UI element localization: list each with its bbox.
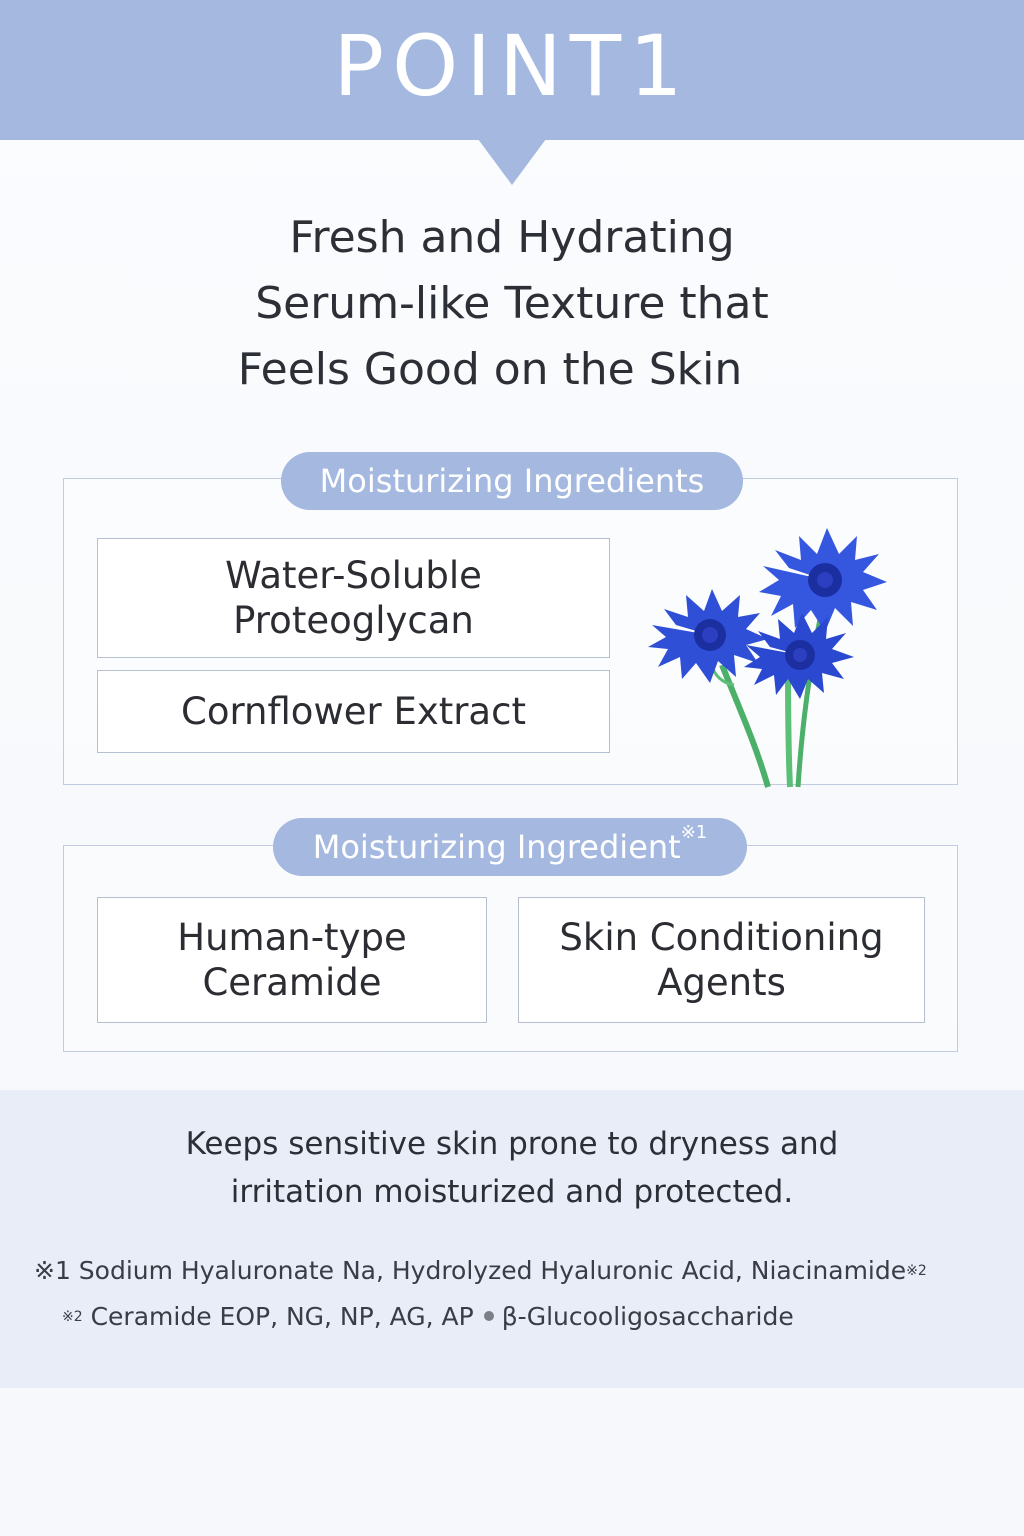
header-pointer-arrow	[478, 139, 546, 185]
ingredient-line: Ceramide	[202, 961, 382, 1004]
cornflower-image	[630, 515, 930, 790]
header-band	[0, 0, 1024, 140]
footnote-marker: ※2	[62, 1309, 83, 1325]
footnote-marker: ※2	[906, 1263, 927, 1279]
footnote-prefix: ※1	[34, 1256, 71, 1285]
headline-line: Fresh and Hydrating	[289, 212, 735, 263]
section-label-pill-2	[273, 818, 747, 876]
footnote-marker: ※1	[680, 822, 708, 843]
ingredient-line: Agents	[657, 961, 786, 1004]
footnote-text: Ceramide EOP, NG, NP, AG, AP	[82, 1302, 474, 1331]
ingredient-line: Cornflower Extract	[181, 690, 526, 733]
bullet-dot	[484, 1311, 494, 1321]
footer-line: irritation moisturized and protected.	[230, 1174, 794, 1210]
footnote-2	[62, 1302, 794, 1332]
ingredient-line: Water-Soluble	[225, 554, 482, 597]
section-label-text: Moisturizing Ingredient	[312, 828, 681, 866]
footer-description	[0, 1120, 1024, 1216]
footnote-1	[34, 1256, 927, 1286]
ingredient-box-ceramide	[97, 897, 487, 1023]
headline-line: Serum-like Texture that	[255, 278, 769, 329]
ingredient-box-proteoglycan	[97, 538, 610, 658]
ingredient-line: Skin Conditioning	[559, 916, 884, 959]
ingredient-line: Proteoglycan	[233, 599, 474, 642]
ingredient-line: Human-type	[177, 916, 407, 959]
headline-line: Feels Good on the Skin	[237, 344, 743, 395]
headline	[0, 205, 1024, 403]
page-title: POINT1	[333, 17, 691, 115]
section-label-pill-1: Moisturizing Ingredients	[281, 452, 743, 510]
footnote-text: Sodium Hyaluronate Na, Hydrolyzed Hyaluronic Acid, Niacinamide	[70, 1256, 907, 1285]
ingredient-box-cornflower	[97, 670, 610, 753]
footer-line: Keeps sensitive skin prone to dryness and	[185, 1126, 839, 1162]
ingredient-box-skin-conditioning	[518, 897, 925, 1023]
footnote-text: β-Glucooligosaccharide	[501, 1302, 794, 1331]
